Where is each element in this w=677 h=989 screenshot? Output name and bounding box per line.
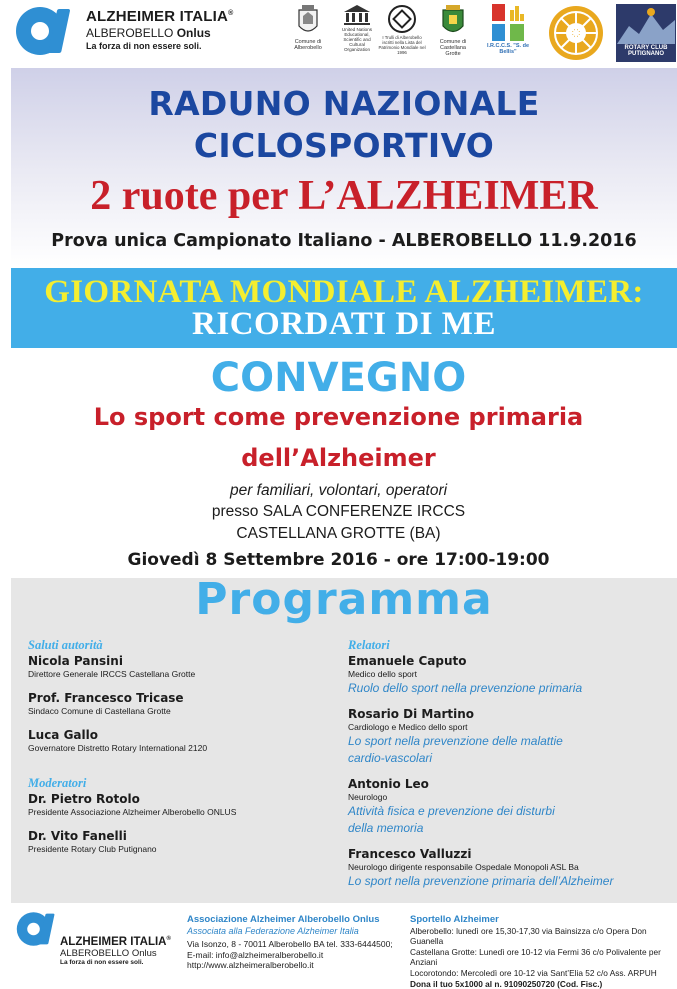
speaker-name: Francesco Valluzzi (348, 847, 472, 861)
footer-email: E-mail: info@alzheimeralberobello.it (187, 949, 324, 960)
speaker-role: Sindaco Comune di Castellana Grotte (28, 706, 171, 716)
brand-tagline: La forza di non essere soli. (86, 41, 202, 51)
footer-brand-city: ALBEROBELLO Onlus (60, 948, 157, 959)
crest-icon (297, 4, 319, 38)
speaker-name: Rosario Di Martino (348, 707, 475, 721)
convegno-subtitle-line2: dell’Alzheimer (241, 444, 436, 472)
speaker-name: Antonio Leo (348, 777, 429, 791)
speaker-name: Prof. Francesco Tricase (28, 691, 184, 705)
speaker-name: Dr. Pietro Rotolo (28, 792, 140, 806)
brand-city: ALBEROBELLO Onlus (86, 26, 211, 40)
partner-logo-irccs: I.R.C.C.S. "S. de Bellis" (484, 4, 532, 55)
alzheimer-logo-icon (14, 910, 60, 948)
footer-brand-tagline: La forza di non essere soli. (60, 959, 144, 966)
crest-icon (441, 4, 465, 38)
talk-topic: Attività fisica e prevenzione dei disturbi (348, 804, 555, 818)
footer (0, 906, 677, 989)
talk-topic: cardio-vascolari (348, 751, 433, 765)
title-line-prova: Prova unica Campionato Italiano - ALBEROBELLO 11.9.2016 (51, 231, 637, 251)
rotary-club-icon (617, 4, 675, 44)
footer-sportello-line: Locorotondo: Mercoledì ore 10-12 via Sant’Elia 52 c/o Ass. ARPUH (410, 967, 657, 978)
world-heritage-icon (387, 4, 417, 34)
convegno-subtitle-line1: Lo sport come prevenzione primaria (93, 403, 584, 431)
speaker-role: Direttore Generale IRCCS Castellana Grotte (28, 669, 196, 679)
speaker-name: Dr. Vito Fanelli (28, 829, 127, 843)
band-line-giornata: GIORNATA MONDIALE ALZHEIMER: (44, 274, 644, 310)
footer-sportello-line: Castellana Grotte: Lunedì ore 10-12 via Fermi 36 c/o Polivalente per Anziani (410, 946, 661, 968)
irccs-icon (488, 4, 528, 42)
title-panel (11, 68, 677, 266)
talk-topic: della memoria (348, 821, 424, 835)
footer-donation: Dona il tuo 5x1000 al n. 91090250720 (Cod. Fisc.) (410, 978, 603, 989)
unesco-icon (343, 4, 371, 26)
convegno-audience: per familiari, volontari, operatori (229, 482, 448, 499)
programma-panel (11, 574, 677, 903)
giornata-band (11, 268, 677, 348)
convegno-venue-line2: CASTELLANA GROTTE (BA) (236, 525, 441, 542)
speaker-role: Neurologo (348, 792, 388, 802)
speaker-role: Presidente Rotary Club Putignano (28, 844, 157, 854)
footer-sportello-line: Alberobello: lunedì ore 15,30-17,30 via Bainsizza c/o Opera Don Guanella (410, 925, 647, 947)
partner-logo-world-heritage: I Trulli di Alberobello iscritti nella Lista del Patrimonio Mondiale nel 1996 (378, 4, 426, 55)
footer-brand (60, 936, 171, 966)
title-line-raduno: RADUNO NAZIONALE (148, 84, 540, 123)
speaker-role: Presidente Associazione Alzheimer Alberobello ONLUS (28, 807, 237, 817)
footer-association-info (187, 915, 402, 971)
speaker-name: Luca Gallo (28, 728, 98, 742)
programma-right-column (348, 638, 668, 890)
title-line-ciclosportivo: CICLOSPORTIVO (193, 126, 495, 165)
footer-website: http://www.alzheimeralberobello.it (187, 960, 314, 971)
relatori-heading: Relatori (348, 638, 390, 652)
header-brand (86, 8, 233, 51)
partner-logo-rotary (545, 4, 607, 63)
talk-topic: Ruolo dello sport nella prevenzione primaria (348, 681, 583, 695)
speaker-role: Cardiologo e Medico dello sport (348, 722, 468, 732)
speaker-name: Nicola Pansini (28, 654, 123, 668)
footer-sportello-heading: Sportello Alzheimer (410, 914, 499, 925)
footer-assoc-sub: Associata alla Federazione Alzheimer Italia (187, 925, 359, 936)
programma-title: Programma (195, 574, 493, 625)
convegno-date: Giovedì 8 Settembre 2016 - ore 17:00-19:00 (127, 550, 550, 570)
header-logo-strip (0, 0, 677, 68)
moderatori-heading: Moderatori (28, 776, 87, 790)
rotary-wheel-icon (547, 4, 605, 62)
convegno-venue-line1: presso SALA CONFERENZE IRCCS (211, 503, 466, 520)
speaker-name: Emanuele Caputo (348, 654, 467, 668)
speaker-role: Neurologo dirigente responsabile Ospedale Monopoli ASL Ba (348, 862, 579, 872)
programma-left-column (28, 638, 328, 855)
footer-address: Via Isonzo, 8 - 70011 Alberobello BA tel. 333-6444500; (187, 939, 393, 950)
talk-topic: Lo sport nella prevenzione delle malattie (348, 734, 563, 748)
partner-logo-unesco: United Nations Educational, Scientific and Cultural Organization (336, 4, 378, 52)
speaker-role: Governatore Distretto Rotary International 2120 (28, 743, 208, 753)
talk-topic: Lo sport nella prevenzione primaria dell’Alzheimer (348, 874, 614, 888)
partner-logo-alberobello: Comune di Alberobello (285, 4, 331, 51)
partner-logo-rotary-putignano: ROTARY CLUB PUTIGNANO (616, 4, 676, 62)
alzheimer-logo-icon (12, 6, 78, 56)
saluti-heading: Saluti autorità (28, 638, 103, 652)
band-line-ricordati: RICORDATI DI ME (192, 306, 496, 342)
footer-assoc-heading: Associazione Alzheimer Alberobello Onlus (187, 914, 380, 925)
speaker-role: Medico dello sport (348, 669, 417, 679)
footer-brand-name: ALZHEIMER ITALIA® (60, 936, 171, 948)
convegno-heading: CONVEGNO (210, 355, 467, 401)
partner-logo-castellana: Comune di Castellana Grotte (433, 4, 473, 57)
brand-name: ALZHEIMER ITALIA® (86, 8, 234, 25)
title-line-2-ruote: 2 ruote per L’ALZHEIMER (90, 173, 598, 219)
footer-sportello-info (410, 915, 675, 989)
